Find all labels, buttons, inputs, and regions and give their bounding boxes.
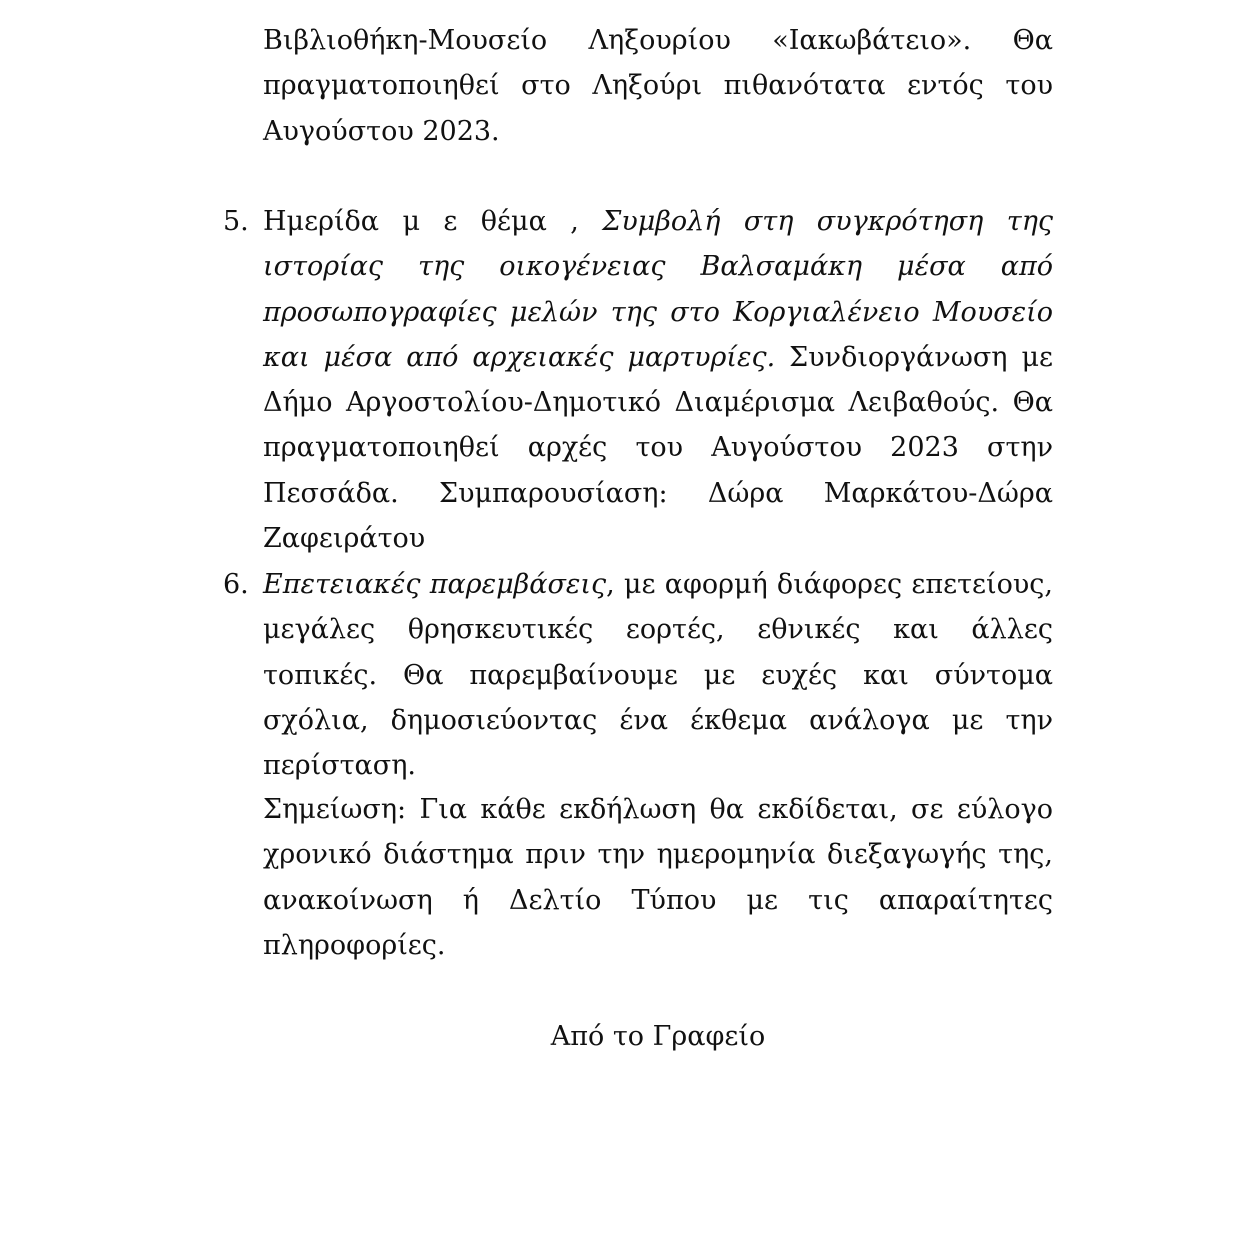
list-item-5 — [223, 199, 1053, 561]
list-item-number: 6. — [223, 569, 249, 600]
list-item-lead: Ημερίδα μ ε θέμα , — [263, 206, 603, 237]
list-item-number: 5. — [223, 206, 249, 237]
list-item-title: Συμβολή στη συγκρότηση της ιστορίας της οικογένειας Βαλσαμάκη μέσα από προσωπογραφίες μελών της στο Κοργιαλένειο Μουσείο και μέσα από αρχειακές μαρτυρίες. — [263, 206, 1053, 373]
list-item-body: Συνδιοργάνωση με Δήμο Αργοστολίου-Δημοτικό Διαμέρισμα Λειβαθούς. Θα πραγματοποιηθεί αρχές του Αυγούστου 2023 στην Πεσσάδα. Συμπαρουσίαση: Δώρα Μαρκάτου-Δώρα Ζαφειράτου — [263, 341, 1053, 555]
list-item-title: Επετειακές παρεμβάσεις — [263, 569, 607, 600]
signature-line: Από το Γραφείο — [550, 1021, 766, 1052]
list-item-6 — [223, 562, 1053, 788]
continuation-paragraph: Βιβλιοθήκη-Μουσείο Ληξουρίου «Ιακωβάτειο». Θα πραγματοποιηθεί στο Ληξούρι πιθανότατα εντός του Αυγούστου 2023. — [263, 25, 1053, 147]
list-item-body: , με αφορμή διάφορες επετείους, μεγάλες θρησκευτικές εορτές, εθνικές και άλλες τοπικές. Θα παρεμβαίνουμε με ευχές και σύντομα σχόλια, δημοσιεύοντας ένα έκθεμα ανάλογα με την περίσταση. — [263, 569, 1053, 782]
note-paragraph: Σημείωση: Για κάθε εκδήλωση θα εκδίδεται, σε εύλογο χρονικό διάστημα πριν την ημερομηνία διεξαγωγής της, ανακοίνωση ή Δελτίο Τύπου με τις απαραίτητες πληροφορίες. — [263, 794, 1053, 961]
